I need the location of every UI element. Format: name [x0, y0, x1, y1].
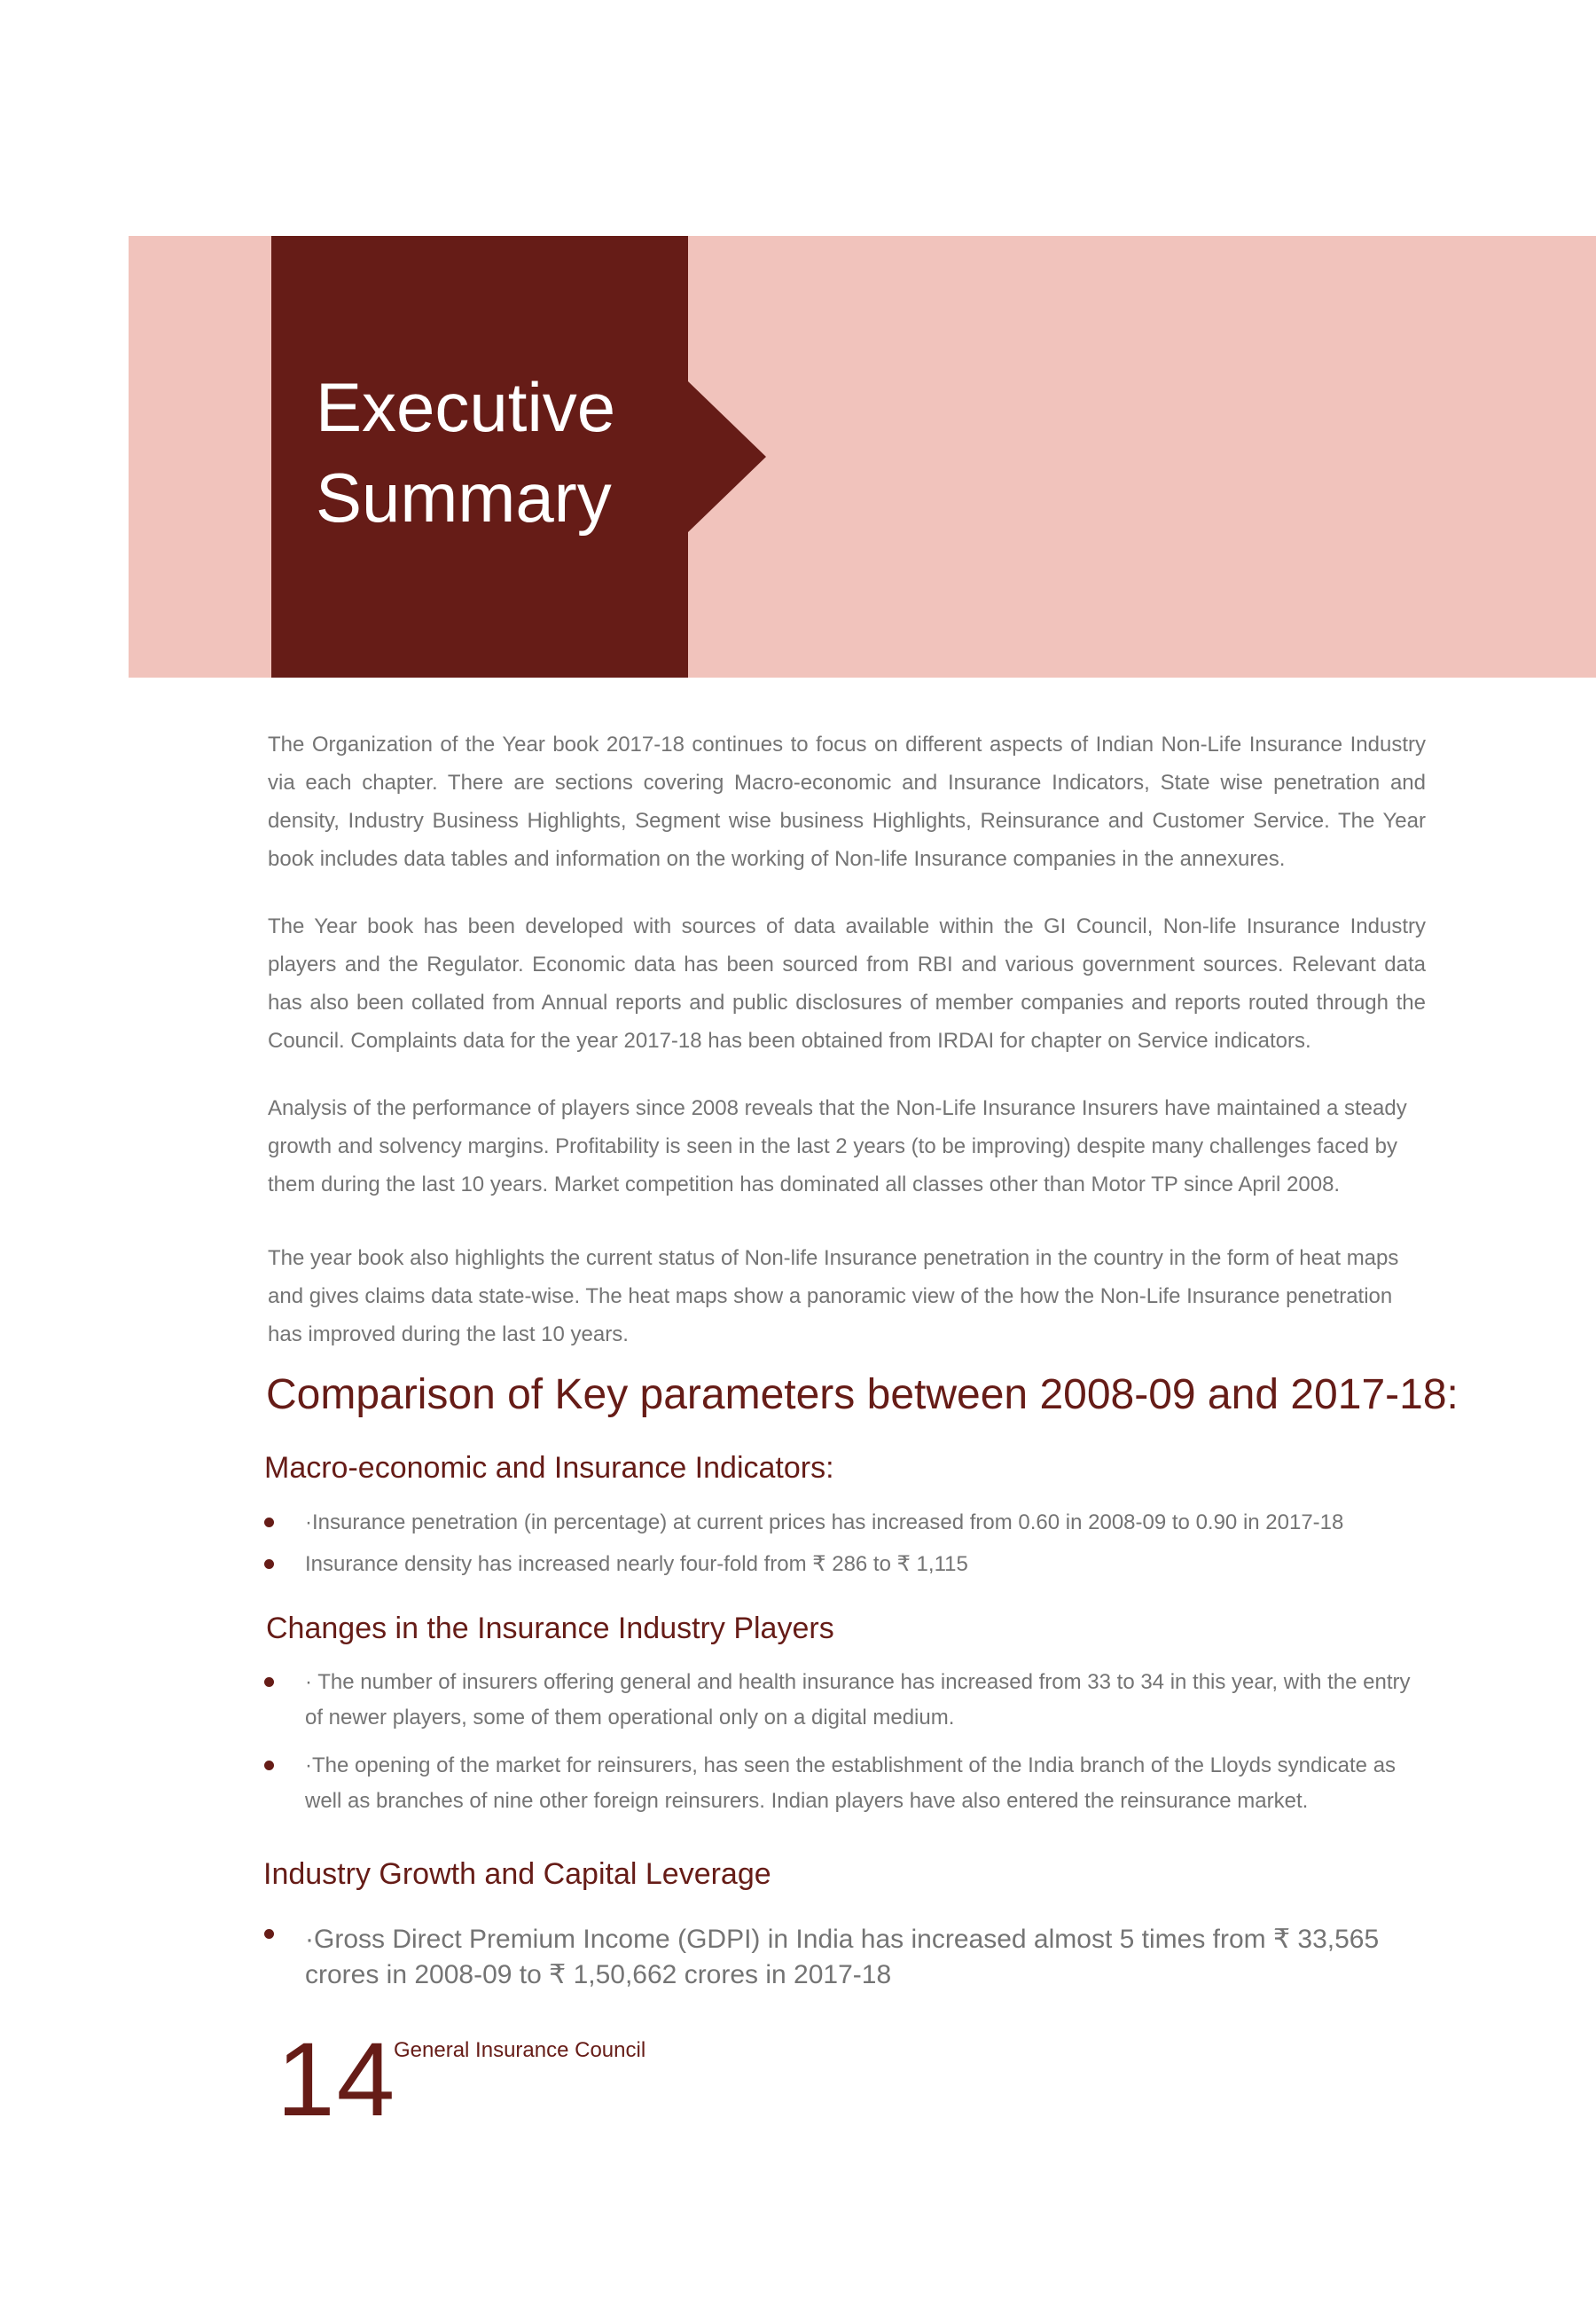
- intro-paragraph-performance: Analysis of the performance of players since 2008 reveals that the Non-Life Insurance Insurers have maintained a steady growth and solvency margins. Profitability is seen in the last 2 years (to be improving) despite many challenges faced by them during the last 10 years. Market competition has dominated all classes other than Motor TP since April 2008.: [268, 1096, 1407, 1196]
- intro-paragraph-heat-maps: The year book also highlights the current status of Non-life Insurance penetration in the country in the form of heat maps and gives claims data state-wise. The heat maps show a panoramic view of the how the Non-Life Insurance penetration has improved during the last 10 years.: [268, 1246, 1399, 1346]
- section-heading-macro-economic: Macro-economic and Insurance Indicators:: [264, 1451, 834, 1485]
- comparison-heading: Comparison of Key parameters between 2008-09 and 2017-18:: [266, 1371, 1459, 1418]
- title-arrow-shape: [688, 381, 766, 532]
- section-heading-industry-growth: Industry Growth and Capital Leverage: [263, 1857, 771, 1891]
- page-title-line-1: Executive: [316, 368, 616, 446]
- page-title-line-2: Summary: [316, 459, 612, 537]
- page-number: 14: [277, 2021, 397, 2138]
- list-item-text: · The number of insurers offering general and health insurance has increased from 33 to 34 in this year, with the entry of newer players, some of them operational only on a digital medium.: [305, 1670, 1411, 1730]
- page-title: [316, 362, 615, 543]
- bullet-dot-icon: [264, 1929, 274, 1939]
- intro-paragraph-sources: The Year book has been developed with sources of data available within the GI Council, Non-life Insurance Industry players and the Regulator. Economic data has been sourced from RBI and various government sources. Relevant data has also been collated from Annual reports and public disclosures of member companies and reports routed through the Council. Complaints data for the year 2017-18 has been obtained from IRDAI for chapter on Service indicators.: [268, 914, 1426, 1053]
- list-item-text: Insurance density has increased nearly four-fold from ₹ 286 to ₹ 1,115: [305, 1552, 968, 1576]
- intro-paragraph-organization: The Organization of the Year book 2017-18 continues to focus on different aspects of Indian Non-Life Insurance Industry via each chapter. There are sections covering Macro-economic and Insurance Indicators, State wise penetration and density, Industry Business Highlights, Segment wise business Highlights, Reinsurance and Customer Service. The Year book includes data tables and information on the working of Non-life Insurance companies in the annexures.: [268, 733, 1426, 871]
- bullet-dot-icon: [264, 1677, 274, 1687]
- list-item-text: ·Gross Direct Premium Income (GDPI) in India has increased almost 5 times from ₹ 33,565 crores in 2008-09 to ₹ 1,50,662 crores in 2017-18: [305, 1925, 1380, 1989]
- list-item-text: ·Insurance penetration (in percentage) at current prices has increased from 0.60 in 2008-09 to 0.90 in 2017-18: [305, 1510, 1344, 1534]
- footer-organization-name: General Insurance Council: [394, 2038, 646, 2062]
- list-item: [262, 1665, 1433, 1736]
- bullet-dot-icon: [264, 1761, 274, 1770]
- bullet-list-industry-players: [262, 1665, 1433, 1819]
- list-item-text: ·The opening of the market for reinsurers, has seen the establishment of the India branch of the Lloyds syndicate as well as branches of nine other foreign reinsurers. Indian players have also entered the reinsurance market.: [305, 1753, 1396, 1813]
- bullet-dot-icon: [264, 1559, 274, 1569]
- list-item: [262, 1748, 1433, 1819]
- bullet-list-industry-growth: [262, 1922, 1433, 1993]
- section-heading-industry-players: Changes in the Insurance Industry Players: [266, 1612, 834, 1645]
- list-item: [262, 1547, 1433, 1582]
- list-item: [262, 1922, 1433, 1993]
- list-item: [262, 1505, 1433, 1541]
- bullet-dot-icon: [264, 1518, 274, 1527]
- bullet-list-macro-economic: [262, 1505, 1433, 1582]
